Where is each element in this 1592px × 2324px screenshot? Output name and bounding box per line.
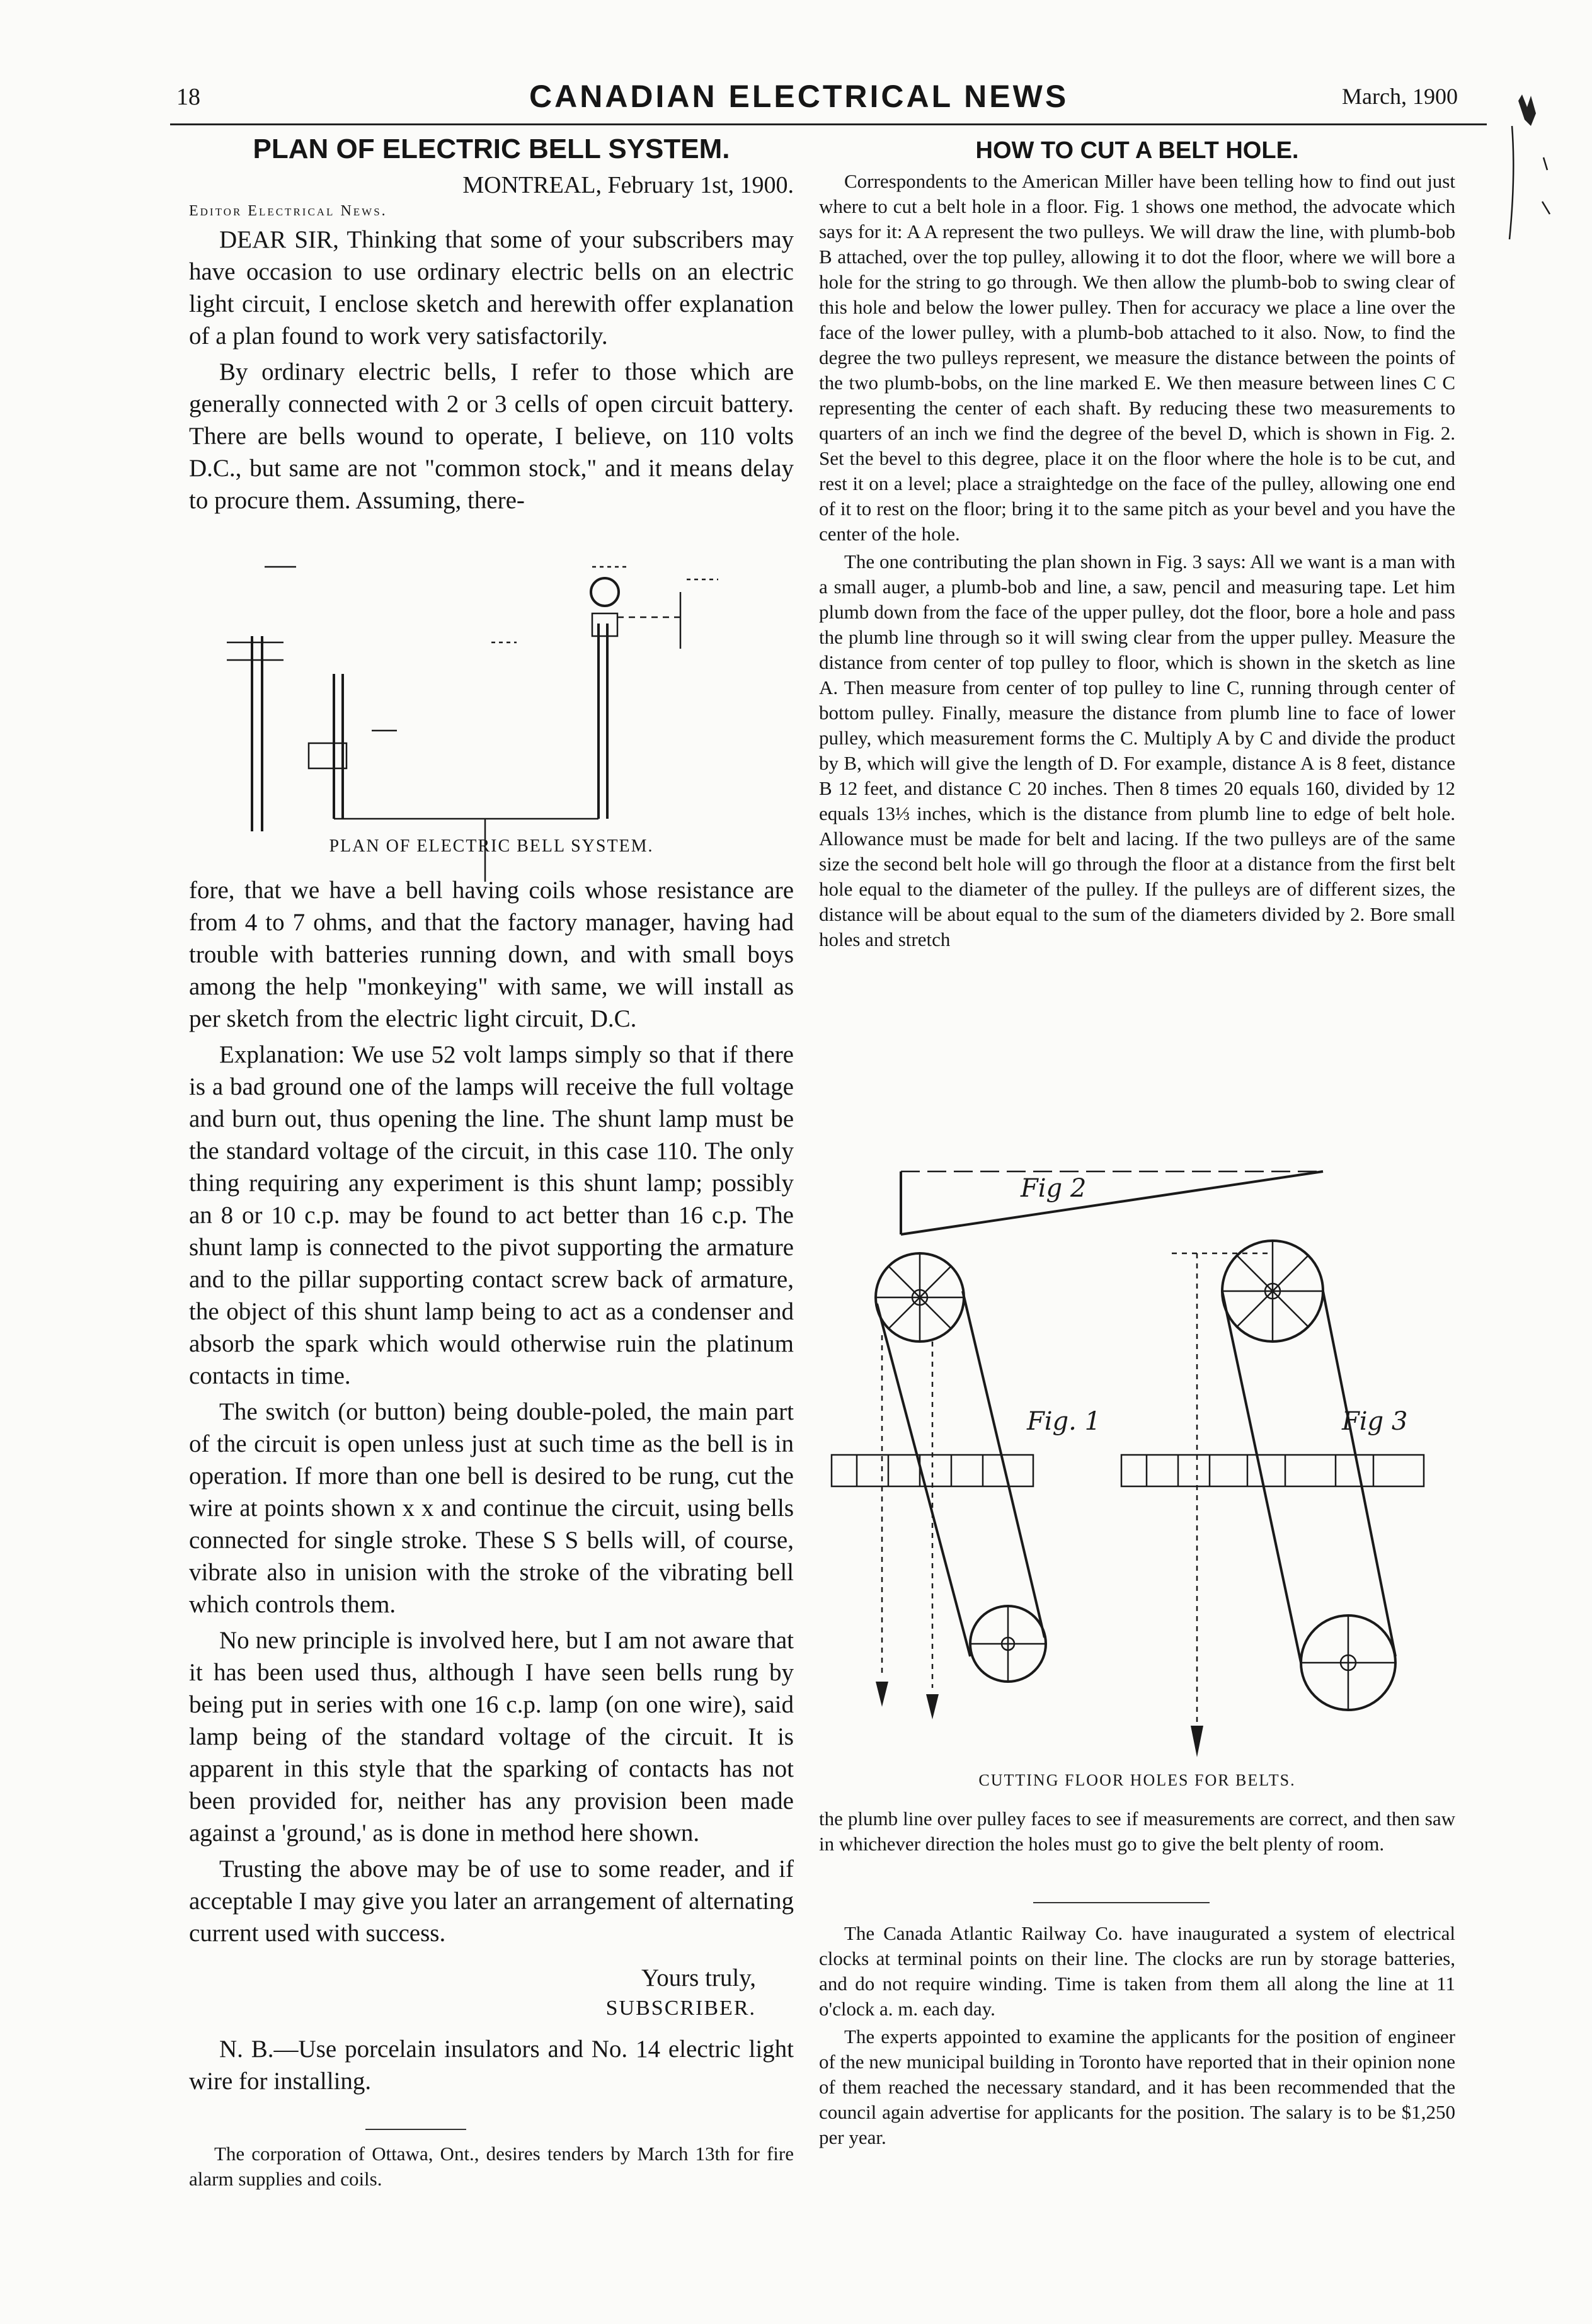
right-body <box>819 169 1455 955</box>
fig1-label: Fig. 1 <box>1027 1407 1101 1436</box>
salutation: Editor Electrical News. <box>189 203 387 219</box>
closing: Yours truly, <box>641 1964 756 1991</box>
belt-hole-figures <box>819 1159 1455 1776</box>
right-body-cont <box>819 1806 1455 1859</box>
divider <box>1033 1902 1210 1903</box>
dateline: MONTREAL, February 1st, 1900. <box>462 172 794 198</box>
right-notes <box>819 1921 1455 2153</box>
paragraph: Correspondents to the American Miller have been telling how to find out just where to cut a belt hole in a floor. Fig. 1 shows one method, the advocate which says for it: A A represent the two pulleys. We will draw the line, with plumb-bob B attached, over the top pulley, allowing it to dot the floor, where we will bore a hole for the string to go through. We then allow the plumb-bob to swing clear of this hole and below the lower pulley. Then for accuracy we place a line over the face of the lower pulley, with a plumb-bob attached to it also. Now, to find the degree the two pulleys represent, we measure the distance between the points of the two plumb-bobs, on the line marked E. We then measure between lines C C representing the center of each shaft. By reducing these two measurements to quarters of an inch we find the degree of the bevel D, which is shown in Fig. 2. Set the bevel to this degree, place it on the floor where the hole is to be cut, and rest it on a level; place a straightedge on the face of the pulley, allowing one end of it to rest on the floor; bring it to the same pitch as your bevel and you have the center of the hole. <box>819 170 1455 545</box>
signature: SUBSCRIBER. <box>605 1996 756 2020</box>
nb-note <box>189 2033 794 2101</box>
bell-system-sketch <box>189 554 794 844</box>
margin-marks <box>1506 88 1581 290</box>
paragraph: fore, that we have a bell having coils whose resistance are from 4 to 7 ohms, and that the factory manager, having had trouble with batteries running down, and with small boys among the help "monkeying" with same, we will install as per sketch from the electric light circuit, D.C. <box>189 877 794 1032</box>
paragraph: Explanation: We use 52 volt lamps simply so that if there is a bad ground one of the lamps will receive the full voltage and burn out, thus opening the line. The shunt lamp must be the standard voltage of the circuit, in this case 110. The only thing requiring any experiment is this shunt lamp; possibly an 8 or 10 c.p. may be found to act better than 16 c.p. The shunt lamp is connected to the pivot supporting the armature and to the pillar supporting contact screw back of armature, the object of this shunt lamp being to act as a condenser and absorb the spark which would otherwise ruin the platinum contacts in time. <box>189 1041 794 1389</box>
fig2-label: Fig 2 <box>1021 1174 1087 1203</box>
paragraph: Trusting the above may be of use to some reader, and if acceptable I may give you later an arrangement of alternating current used with success. <box>189 1855 794 1947</box>
paragraph: The switch (or button) being double-poled, the main part of the circuit is open unless just at such time as the bell is in operation. If more than one bell is desired to be rung, cut the wire at points shown x x and continue the circuit, using bells connected for single stroke. These S S bells will, of course, vibrate also in unision with the stroke of the vibrating bell which controls them. <box>189 1398 794 1618</box>
page-number: 18 <box>176 84 200 110</box>
belt-figure-caption: CUTTING FLOOR HOLES FOR BELTS. <box>978 1771 1296 1789</box>
issue-date: March, 1900 <box>1342 84 1458 109</box>
paragraph: The one contributing the plan shown in Fig. 3 says: All we want is a man with a small auger, a plumb-bob and line, a saw, pencil and measuring tape. Let him plumb down from the face of the upper pulley, dot the floor, bore a hole and pass the plumb line through so it will swing clear from the upper pulley. Measure the distance from center of top pulley to floor, which is shown in the sketch as line A. Then measure from center of top pulley to line C, running through center of bottom pulley. Finally, measure the distance from plumb line to face of lower pulley, which measurement forms the C. Multiply A by C and divide the product by B, which will give the length of D. For example, distance A is 8 feet, distance B 12 feet, and distance C 20 inches. Then 8 times 20 equals 160, divided by 12 equals 13⅓ inches, which is the distance from plumb line to edge of belt hole. Allowance must be made for belt and lacing. If the two pulleys are of the same size the second belt hole will go through the floor at a distance from the first belt hole equal to the diameter of the pulley. If the pulleys are of different sizes, the distance will be about equal to the sum of the diameters divided by 2. Bore small holes and stretch <box>819 550 1455 950</box>
paragraph: No new principle is involved here, but I am not aware that it has been used thus, although I have seen bells rung by being put in series with one 16 c.p. lamp (on one wire), said lamp being of the standard voltage of the circuit. It is apparent in this style that the sparking of contacts has not been provided for, neither has any provision been made against a 'ground,' as is done in method here shown. <box>189 1627 794 1847</box>
bell-figure-caption: PLAN OF ELECTRIC BELL SYSTEM. <box>329 836 654 856</box>
right-heading: HOW TO CUT A BELT HOLE. <box>975 137 1299 164</box>
left-body <box>189 874 794 1953</box>
header-rule <box>170 123 1487 125</box>
left-heading: PLAN OF ELECTRIC BELL SYSTEM. <box>253 134 730 164</box>
paragraph: N. B.—Use porcelain insulators and No. 14 electric light wire for installing. <box>189 2036 794 2095</box>
paragraph: The experts appointed to examine the applicants for the position of engineer of the new municipal building in Toronto have reported that in their opinion none of them reached the necessary standard, and it has been recommended that the council again advertise for applicants for the position. The salary is to be $1,250 per year. <box>819 2025 1455 2148</box>
paragraph: The corporation of Ottawa, Ont., desires tenders by March 13th for fire alarm supplies and coils. <box>189 2143 794 2190</box>
ottawa-note <box>189 2141 794 2194</box>
fig3-label: Fig 3 <box>1342 1407 1408 1436</box>
paragraph: The Canada Atlantic Railway Co. have inaugurated a system of electrical clocks at terminal points on their line. The clocks are run by storage batteries, and do not require winding. Time is taken from them all along the line at 11 o'clock a. m. each day. <box>819 1922 1455 2020</box>
left-intro <box>189 224 794 520</box>
paragraph: the plumb line over pulley faces to see if measurements are correct, and then saw in whichever direction the holes must go to give the belt plenty of room. <box>819 1808 1455 1855</box>
divider <box>365 2129 466 2130</box>
paragraph: By ordinary electric bells, I refer to those which are generally connected with 2 or 3 cells of open circuit battery. There are bells wound to operate, I believe, on 110 volts D.C., but same are not "common stock," and it means delay to procure them. Assuming, there- <box>189 358 794 514</box>
paragraph: DEAR SIR, Thinking that some of your subscribers may have occasion to use ordinary electric bells on an electric light circuit, I enclose sketch and herewith offer explanation of a plan found to work very satisfactorily. <box>189 226 794 350</box>
newspaper-title: CANADIAN ELECTRICAL NEWS <box>529 79 1069 114</box>
